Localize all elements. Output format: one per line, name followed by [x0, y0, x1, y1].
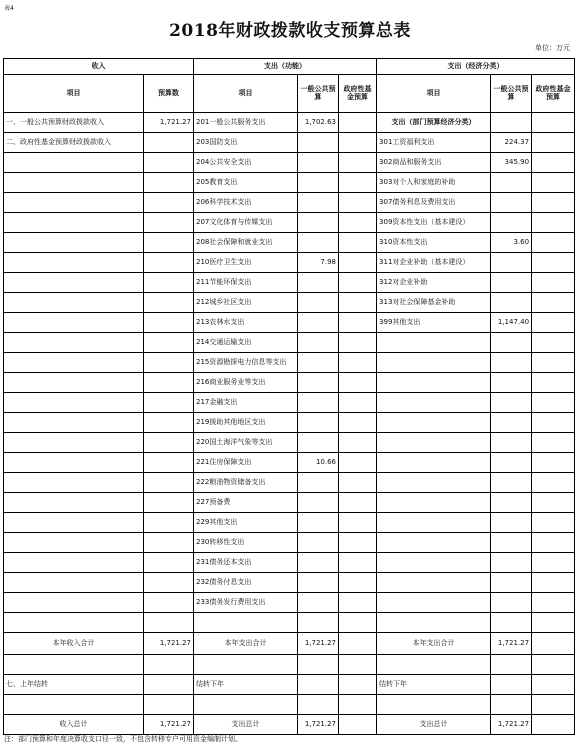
- economic-grand-value: 1,721.27: [491, 715, 532, 735]
- income-item-name: [4, 313, 144, 333]
- function-item-name: 221住房保障支出: [194, 453, 298, 473]
- budget-table-body: [4, 59, 575, 735]
- empty-cell: [194, 655, 298, 675]
- economic-grand-fund: [532, 715, 575, 735]
- function-item-name: 205教育支出: [194, 173, 298, 193]
- economic-grand-label: 支出总计: [377, 715, 491, 735]
- income-item-amount: [144, 533, 194, 553]
- economic-item-name: 307债务利息及费用支出: [377, 193, 491, 213]
- function-item-fund: [339, 193, 377, 213]
- economic-item-general: [491, 333, 532, 353]
- function-item-name: 227预备费: [194, 493, 298, 513]
- function-item-name: 208社会保障和就业支出: [194, 233, 298, 253]
- economic-item-name: 302商品和服务支出: [377, 153, 491, 173]
- economic-item-fund: [532, 293, 575, 313]
- economic-item-fund: [532, 253, 575, 273]
- economic-item-name: [377, 393, 491, 413]
- economic-item-fund: [532, 273, 575, 293]
- table-row: [4, 473, 575, 493]
- economic-item-general: [491, 473, 532, 493]
- function-item-fund: [339, 413, 377, 433]
- function-item-name: 210医疗卫生支出: [194, 253, 298, 273]
- function-item-general: [298, 393, 339, 413]
- spacer-row: [4, 695, 575, 715]
- table-row: [4, 113, 575, 133]
- table-row: [4, 533, 575, 553]
- economic-item-general: [491, 193, 532, 213]
- table-row: [4, 373, 575, 393]
- income-item-name: [4, 193, 144, 213]
- header-row-groups: [4, 59, 575, 75]
- income-item-amount: [144, 393, 194, 413]
- economic-item-name: [377, 433, 491, 453]
- income-item-name: [4, 233, 144, 253]
- economic-item-name: [377, 533, 491, 553]
- income-item-name: [4, 393, 144, 413]
- function-item-name: 207文化体育与传媒支出: [194, 213, 298, 233]
- empty-cell: [491, 613, 532, 633]
- income-item-name: [4, 513, 144, 533]
- function-item-header: 项目: [194, 75, 298, 113]
- function-grand-fund: [339, 715, 377, 735]
- function-item-name: 220国土海洋气象等支出: [194, 433, 298, 453]
- income-item-amount: 1,721.27: [144, 113, 194, 133]
- economic-item-fund: [532, 433, 575, 453]
- sheet-tag: 表4: [4, 5, 14, 12]
- income-item-amount: [144, 513, 194, 533]
- empty-cell: [339, 695, 377, 715]
- economic-item-general: 1,147.40: [491, 313, 532, 333]
- income-item-name: [4, 593, 144, 613]
- income-item-name: [4, 373, 144, 393]
- table-row: [4, 153, 575, 173]
- income-item-name: [4, 493, 144, 513]
- function-item-fund: [339, 333, 377, 353]
- table-row: [4, 233, 575, 253]
- function-item-name: 222粮油物资储备支出: [194, 473, 298, 493]
- function-item-general: [298, 553, 339, 573]
- economic-item-general: [491, 493, 532, 513]
- economic-item-name: [377, 593, 491, 613]
- economic-item-fund: [532, 213, 575, 233]
- empty-cell: [194, 695, 298, 715]
- income-item-amount: [144, 213, 194, 233]
- function-item-general: [298, 333, 339, 353]
- income-item-amount: [144, 173, 194, 193]
- function-item-fund: [339, 133, 377, 153]
- empty-cell: [144, 655, 194, 675]
- income-item-header: 项目: [4, 75, 144, 113]
- economic-item-general: [491, 373, 532, 393]
- function-item-general: [298, 173, 339, 193]
- function-grand-value: 1,721.27: [298, 715, 339, 735]
- function-item-fund: [339, 313, 377, 333]
- function-item-fund: [339, 293, 377, 313]
- economic-item-name: [377, 413, 491, 433]
- function-item-general: [298, 433, 339, 453]
- economic-item-general: [491, 393, 532, 413]
- economic-item-fund: [532, 333, 575, 353]
- empty-cell: [377, 613, 491, 633]
- function-item-fund: [339, 173, 377, 193]
- economic-item-name: 303对个人和家庭的补助: [377, 173, 491, 193]
- income-item-name: [4, 333, 144, 353]
- totals-row: [4, 633, 575, 655]
- economic-item-name: 399其他支出: [377, 313, 491, 333]
- function-carry-fund: [339, 675, 377, 695]
- function-item-fund: [339, 373, 377, 393]
- empty-cell: [298, 695, 339, 715]
- function-item-name: 211节能环保支出: [194, 273, 298, 293]
- function-item-general: [298, 373, 339, 393]
- economic-subheader-fund: [532, 113, 575, 133]
- income-amount-header: 预算数: [144, 75, 194, 113]
- function-item-name: 206科学技术支出: [194, 193, 298, 213]
- economic-item-name: [377, 493, 491, 513]
- economic-item-header: 项目: [377, 75, 491, 113]
- economic-group-header: 支出（经济分类）: [377, 59, 575, 75]
- economic-item-general: [491, 593, 532, 613]
- function-item-name: 204公共安全支出: [194, 153, 298, 173]
- empty-cell: [4, 695, 144, 715]
- function-total-label: 本年支出合计: [194, 633, 298, 655]
- table-row: [4, 393, 575, 413]
- empty-cell: [377, 695, 491, 715]
- function-item-general: 1,702.63: [298, 113, 339, 133]
- economic-item-general: 345.90: [491, 153, 532, 173]
- economic-item-general: [491, 433, 532, 453]
- economic-item-fund: [532, 393, 575, 413]
- income-item-name: [4, 453, 144, 473]
- table-row: [4, 433, 575, 453]
- economic-subheader-general: [491, 113, 532, 133]
- income-item-amount: [144, 293, 194, 313]
- economic-item-name: 310资本性支出: [377, 233, 491, 253]
- economic-item-fund: [532, 593, 575, 613]
- function-general-header: 一般公共预算: [298, 75, 339, 113]
- economic-item-name: 301工资福利支出: [377, 133, 491, 153]
- income-item-amount: [144, 153, 194, 173]
- function-item-general: [298, 293, 339, 313]
- function-item-fund: [339, 513, 377, 533]
- function-item-name: 201一般公共服务支出: [194, 113, 298, 133]
- income-item-name: [4, 553, 144, 573]
- table-row: [4, 133, 575, 153]
- income-item-amount: [144, 553, 194, 573]
- economic-item-fund: [532, 573, 575, 593]
- income-item-name: [4, 173, 144, 193]
- economic-item-fund: [532, 493, 575, 513]
- function-item-general: [298, 493, 339, 513]
- table-row: [4, 313, 575, 333]
- income-item-amount: [144, 413, 194, 433]
- economic-item-fund: [532, 353, 575, 373]
- income-item-amount: [144, 433, 194, 453]
- income-item-name: [4, 433, 144, 453]
- income-item-amount: [144, 193, 194, 213]
- function-item-general: [298, 473, 339, 493]
- economic-carry-value: [491, 675, 532, 695]
- economic-item-general: [491, 533, 532, 553]
- table-row: [4, 293, 575, 313]
- economic-item-name: [377, 553, 491, 573]
- income-item-amount: [144, 253, 194, 273]
- table-row: [4, 333, 575, 353]
- function-item-fund: [339, 353, 377, 373]
- economic-item-general: [491, 293, 532, 313]
- function-item-fund: [339, 233, 377, 253]
- income-item-name: [4, 253, 144, 273]
- income-item-amount: [144, 593, 194, 613]
- function-item-fund: [339, 113, 377, 133]
- economic-total-fund: [532, 633, 575, 655]
- empty-cell: [298, 655, 339, 675]
- economic-item-name: [377, 513, 491, 533]
- table-row: [4, 593, 575, 613]
- income-item-name: 一、一般公共预算财政拨款收入: [4, 113, 144, 133]
- empty-cell: [194, 613, 298, 633]
- economic-item-general: 224.37: [491, 133, 532, 153]
- function-item-name: 214交通运输支出: [194, 333, 298, 353]
- economic-item-fund: [532, 513, 575, 533]
- economic-carry-fund: [532, 675, 575, 695]
- budget-table: [3, 58, 575, 735]
- economic-item-fund: [532, 173, 575, 193]
- function-grand-label: 支出总计: [194, 715, 298, 735]
- economic-carry-label: 结转下年: [377, 675, 491, 695]
- empty-cell: [4, 655, 144, 675]
- function-item-general: [298, 213, 339, 233]
- function-item-name: 230转移性支出: [194, 533, 298, 553]
- income-item-name: [4, 213, 144, 233]
- empty-cell: [532, 655, 575, 675]
- function-item-general: [298, 513, 339, 533]
- economic-fund-header: 政府性基金预算: [532, 75, 575, 113]
- function-item-general: 10.66: [298, 453, 339, 473]
- function-carry-label: 结转下年: [194, 675, 298, 695]
- function-item-fund: [339, 393, 377, 413]
- economic-item-general: [491, 453, 532, 473]
- function-item-fund: [339, 153, 377, 173]
- function-item-general: [298, 593, 339, 613]
- income-group-header: 收入: [4, 59, 194, 75]
- economic-item-name: 312对企业补助: [377, 273, 491, 293]
- header-row-columns: [4, 75, 575, 113]
- table-row: [4, 453, 575, 473]
- footnote: 注：部门预算和年度决算收支口径一致，不包含转移专户可用资金编制计划。: [4, 735, 242, 743]
- function-item-fund: [339, 493, 377, 513]
- income-item-amount: [144, 233, 194, 253]
- function-item-general: [298, 153, 339, 173]
- table-row: [4, 553, 575, 573]
- economic-item-fund: [532, 453, 575, 473]
- function-item-general: [298, 573, 339, 593]
- empty-cell: [339, 655, 377, 675]
- function-item-general: 7.98: [298, 253, 339, 273]
- table-row: [4, 213, 575, 233]
- empty-cell: [491, 655, 532, 675]
- income-item-name: [4, 293, 144, 313]
- economic-item-general: [491, 513, 532, 533]
- function-item-name: 203国防支出: [194, 133, 298, 153]
- income-item-name: [4, 153, 144, 173]
- function-item-name: 213农林水支出: [194, 313, 298, 333]
- function-item-name: 219援助其他地区支出: [194, 413, 298, 433]
- income-carry-value: [144, 675, 194, 695]
- economic-item-fund: [532, 553, 575, 573]
- empty-cell: [377, 655, 491, 675]
- function-item-name: 232债务付息支出: [194, 573, 298, 593]
- economic-item-general: [491, 573, 532, 593]
- income-total-label: 本年收入合计: [4, 633, 144, 655]
- function-item-name: 215资源勘探电力信息等支出: [194, 353, 298, 373]
- income-item-name: [4, 353, 144, 373]
- function-group-header: 支出（功能）: [194, 59, 377, 75]
- economic-general-header: 一般公共预算: [491, 75, 532, 113]
- function-item-fund: [339, 273, 377, 293]
- economic-item-name: [377, 353, 491, 373]
- function-item-general: [298, 353, 339, 373]
- function-item-name: 229其他支出: [194, 513, 298, 533]
- income-item-amount: [144, 573, 194, 593]
- income-item-name: [4, 273, 144, 293]
- economic-item-fund: [532, 153, 575, 173]
- income-item-amount: [144, 493, 194, 513]
- empty-cell: [339, 613, 377, 633]
- table-row: [4, 573, 575, 593]
- function-item-general: [298, 413, 339, 433]
- table-row: [4, 273, 575, 293]
- empty-cell: [532, 695, 575, 715]
- economic-item-name: 309资本性支出（基本建设）: [377, 213, 491, 233]
- income-carry-label: 七、上年结转: [4, 675, 144, 695]
- table-row: [4, 353, 575, 373]
- empty-cell: [144, 695, 194, 715]
- income-item-amount: [144, 133, 194, 153]
- economic-total-value: 1,721.27: [491, 633, 532, 655]
- economic-item-name: [377, 333, 491, 353]
- empty-cell: [532, 613, 575, 633]
- income-item-amount: [144, 273, 194, 293]
- economic-item-fund: [532, 233, 575, 253]
- function-item-fund: [339, 593, 377, 613]
- economic-item-fund: [532, 193, 575, 213]
- economic-subheader: 支出（部门预算经济分类）: [377, 113, 491, 133]
- economic-item-fund: [532, 313, 575, 333]
- economic-total-label: 本年支出合计: [377, 633, 491, 655]
- economic-item-general: [491, 213, 532, 233]
- table-row: [4, 193, 575, 213]
- economic-item-name: 311对企业补助（基本建设）: [377, 253, 491, 273]
- economic-item-fund: [532, 533, 575, 553]
- function-item-general: [298, 133, 339, 153]
- function-item-name: 231债务还本支出: [194, 553, 298, 573]
- empty-cell: [298, 613, 339, 633]
- income-item-name: [4, 533, 144, 553]
- empty-cell: [4, 613, 144, 633]
- income-item-amount: [144, 313, 194, 333]
- income-item-name: [4, 413, 144, 433]
- economic-item-general: [491, 413, 532, 433]
- function-item-fund: [339, 573, 377, 593]
- function-item-fund: [339, 473, 377, 493]
- empty-cell: [144, 613, 194, 633]
- page-title: 2018年财政拨款收支预算总表: [169, 21, 411, 41]
- function-item-fund: [339, 533, 377, 553]
- function-item-general: [298, 233, 339, 253]
- income-item-name: 二、政府性基金预算财政拨款收入: [4, 133, 144, 153]
- economic-item-general: [491, 353, 532, 373]
- spacer-row: [4, 655, 575, 675]
- function-item-fund: [339, 433, 377, 453]
- income-item-name: [4, 473, 144, 493]
- function-item-general: [298, 193, 339, 213]
- economic-item-general: [491, 553, 532, 573]
- function-carry-value: [298, 675, 339, 695]
- economic-item-general: [491, 273, 532, 293]
- income-item-name: [4, 573, 144, 593]
- function-item-general: [298, 533, 339, 553]
- function-item-name: 217金融支出: [194, 393, 298, 413]
- economic-item-fund: [532, 133, 575, 153]
- table-row: [4, 493, 575, 513]
- function-item-fund: [339, 253, 377, 273]
- table-row: [4, 173, 575, 193]
- income-item-amount: [144, 333, 194, 353]
- income-grand-value: 1,721.27: [144, 715, 194, 735]
- table-row: [4, 253, 575, 273]
- function-item-fund: [339, 453, 377, 473]
- function-item-general: [298, 313, 339, 333]
- income-item-amount: [144, 473, 194, 493]
- unit-label: 单位：万元: [535, 44, 570, 52]
- function-item-name: 212城乡社区支出: [194, 293, 298, 313]
- economic-item-name: [377, 473, 491, 493]
- economic-item-name: [377, 573, 491, 593]
- function-item-fund: [339, 213, 377, 233]
- income-total-value: 1,721.27: [144, 633, 194, 655]
- economic-item-general: [491, 173, 532, 193]
- income-item-amount: [144, 373, 194, 393]
- economic-item-name: [377, 453, 491, 473]
- grand-total-row: [4, 715, 575, 735]
- function-total-fund: [339, 633, 377, 655]
- table-row: [4, 513, 575, 533]
- income-item-amount: [144, 353, 194, 373]
- economic-item-name: 313对社会保障基金补助: [377, 293, 491, 313]
- table-row: [4, 413, 575, 433]
- spacer-row: [4, 613, 575, 633]
- function-item-fund: [339, 553, 377, 573]
- economic-item-fund: [532, 373, 575, 393]
- economic-item-general: [491, 253, 532, 273]
- function-item-general: [298, 273, 339, 293]
- function-item-name: 233债务发行费用支出: [194, 593, 298, 613]
- empty-cell: [491, 695, 532, 715]
- carry-row: [4, 675, 575, 695]
- income-grand-label: 收入总计: [4, 715, 144, 735]
- income-item-amount: [144, 453, 194, 473]
- economic-item-fund: [532, 413, 575, 433]
- economic-item-name: [377, 373, 491, 393]
- function-item-name: 216商业服务业等支出: [194, 373, 298, 393]
- function-fund-header: 政府性基金预算: [339, 75, 377, 113]
- economic-item-fund: [532, 473, 575, 493]
- economic-item-general: 3.60: [491, 233, 532, 253]
- function-total-value: 1,721.27: [298, 633, 339, 655]
